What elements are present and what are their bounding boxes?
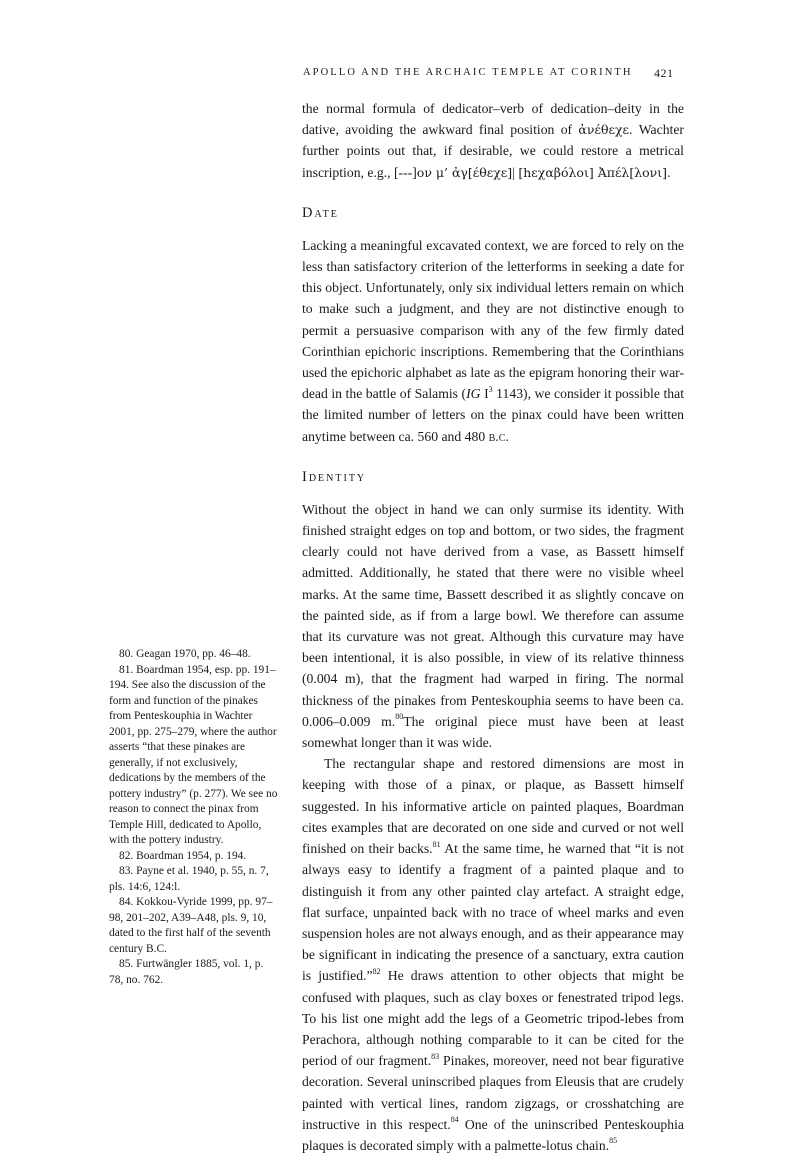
footnote-text: Payne et al. 1940, p. 55, n. 7, pls. 14:6, 124:l.	[109, 865, 269, 893]
intro-text-3: |	[512, 164, 519, 180]
identity-p1-text-b: The original piece must have been at least somewhat longer than it was wide.	[302, 713, 684, 751]
main-text-column	[302, 98, 684, 1156]
identity-p2-text-b: At the same time, he warned that “it is not always easy to identify a fragment of a painted plaque and to distinguish it from any other painted clay artefact. A straight edge, flat surface, unpainted back with no trace of wheel marks and even suspension holes are not always enough, and as their appearance may be significant in indicating the presence of a sanctuary, extra caution is justified.”	[302, 841, 684, 984]
identity-p2-text-d: Pinakes, moreover, need not bear figurative decoration. Several uninscribed plaques from Eleusis that are crudely painted with vertical lines, random zigzags, or crosshatching are instructive in this respect.	[302, 1053, 684, 1132]
identity-p2-text-a: The rectangular shape and restored dimensions are most in keeping with those of a pinax, or plaque, as Bassett himself suggested. In his informative article on painted plaques, Boardman cites examples that are decorated on one side and curved or not well finished on their backs.	[302, 756, 684, 857]
footnote-number: 85.	[119, 958, 134, 970]
greek-restoration-1: ον μ’ ἀγ[έθεχε]	[416, 164, 513, 180]
bc-abbrev: b.c.	[488, 428, 509, 444]
greek-restoration-2: [hεχαβόλοι] Ἀπέλ[λονι]	[518, 164, 668, 180]
ig-abbrev: IG	[466, 386, 481, 402]
footnote-number: 80.	[119, 648, 134, 660]
footnote-83	[109, 864, 279, 895]
footnote-text: Boardman 1954, p. 194.	[136, 849, 247, 862]
footnote-ref-83[interactable]: 83	[431, 1051, 440, 1061]
footnote-82	[109, 849, 279, 865]
date-paragraph	[302, 235, 684, 447]
identity-p2-text-c: He draws attention to other objects that might be confused with plaques, such as clay boxes or fenestrated tripod legs. To his list one might add the legs of a Geometric tripod-lebes from Perachora, although nothing comparable to it can be cited for the period of our fragment.	[302, 968, 684, 1069]
footnotes-column	[109, 647, 279, 988]
footnote-81	[109, 663, 279, 849]
footnote-text: Kokkou-Vyride 1999, pp. 97–98, 201–202, A39–A48, pls. 9, 10, dated to the first half of the seventh century B.C.	[109, 896, 273, 955]
footnote-80	[109, 647, 279, 663]
date-text-1: Lacking a meaningful excavated context, we are forced to rely on the less than satisfactory criterion of the letterforms in seeking a date for this object. Unfortunately, only six individual letters remain on which to make such a judgment, and they are not distinctive enough to permit a persuasive comparison with any of the few firmly dated Corinthian epichoric inscriptions. Remembering that the Corinthians used the epichoric alphabet as late as the epigram honoring their war-dead in the battle of Salamis (	[302, 237, 684, 402]
identity-paragraph-2	[302, 753, 684, 1156]
footnote-ref-84[interactable]: 84	[450, 1115, 459, 1125]
footnote-number: 81.	[119, 663, 134, 676]
footnote-ref-80[interactable]: 80	[395, 712, 404, 722]
footnote-number: 84.	[119, 896, 134, 908]
intro-text-1: the normal formula of dedicator–verb of dedication–deity in the dative, avoiding the awkward final position of	[302, 101, 684, 138]
greek-word-anetheke: ἀνέθεχε	[578, 122, 629, 138]
footnote-number: 83.	[119, 865, 134, 877]
intro-paragraph	[302, 98, 684, 183]
identity-heading: Identity	[302, 468, 367, 485]
page-number: 421	[654, 66, 674, 80]
date-heading: Date	[302, 204, 339, 221]
footnote-85	[109, 957, 279, 988]
footnote-text: Boardman 1954, esp. pp. 191–194. See also the discussion of the form and function of the pinakes from Penteskouphia in Wachter 2001, pp. 275–279, where the author asserts “that these pinakes are generally, if not exclusively, dedications by the members of the pottery industry” (p. 277). We see no reason to connect the pinax from Temple Hill, dedicated to Apollo, with the pottery industry.	[109, 663, 278, 846]
date-text-2: 1143), we consider it possible that the limited number of letters on the pinax could have been written anytime between ca. 560 and 480	[302, 386, 684, 444]
footnote-text: Geagan 1970, pp. 46–48.	[136, 648, 251, 660]
running-head: APOLLO AND THE ARCHAIC TEMPLE AT CORINTH	[303, 67, 633, 78]
footnote-text: Furtwängler 1885, vol. 1, p. 78, no. 762.	[109, 958, 264, 986]
identity-p2-text-e: One of the uninscribed Penteskouphia plaques is decorated simply with a palmette-lotus chain.	[302, 1116, 684, 1153]
ig-volume: I	[480, 386, 489, 402]
footnote-ref-82[interactable]: 82	[372, 966, 381, 976]
footnote-number: 82.	[119, 849, 134, 862]
identity-paragraph-1	[302, 499, 684, 753]
footnote-ref-85[interactable]: 85	[609, 1136, 618, 1146]
footnote-84	[109, 895, 279, 957]
intro-text-2: . Wachter further points out that, if desirable, we could restore a metrical inscription, e.g., [---]	[302, 122, 684, 180]
ig-edition-sup: 3	[488, 384, 493, 394]
intro-text-4: .	[667, 164, 671, 180]
footnote-ref-81[interactable]: 81	[432, 839, 441, 849]
identity-p1-text-a: Without the object in hand we can only surmise its identity. With finished straight edges on top and bottom, or two sides, the fragment clearly could not have derived from a vase, as Bassett himself admitted. Additionally, he stated that there were no visible wheel marks. At the same time, Bassett described it as slightly concave on the painted side, as if from a large bowl. We therefore can assume that its curvature was not great. Although this curvature may have been intentional, it is also possible, in view of its relative thinness (0.004 m), that the fragment had warped in firing. The normal thickness of the pinakes from Penteskouphia seems to have been ca. 0.006–0.009 m.	[302, 501, 684, 729]
